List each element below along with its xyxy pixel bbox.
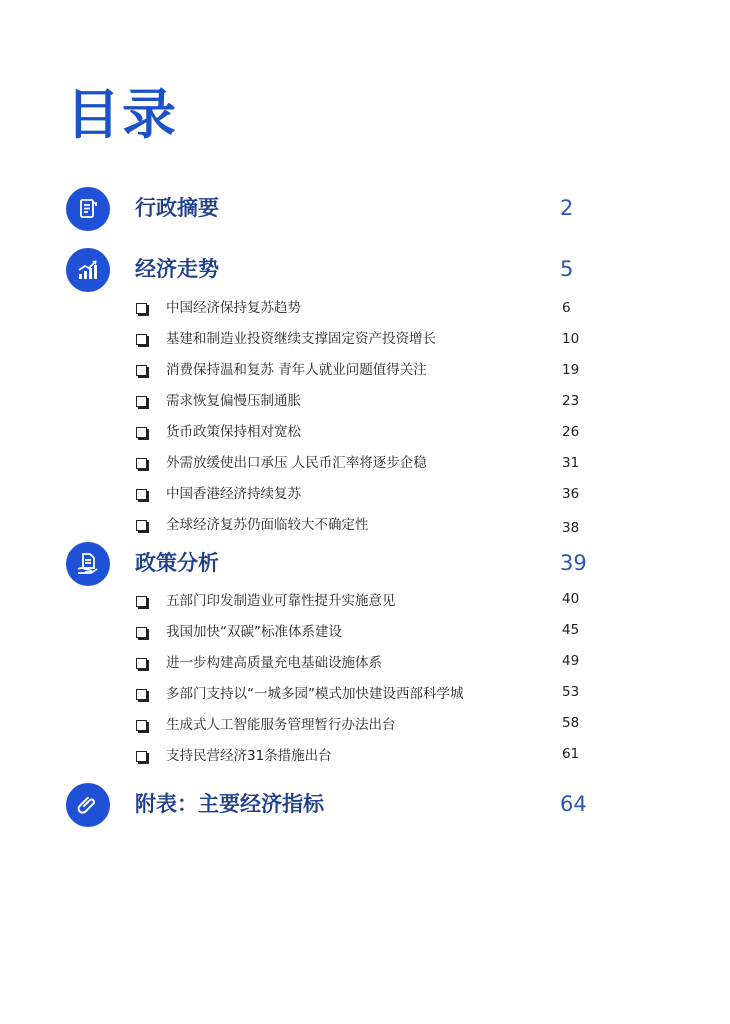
section-page-number: 5 — [560, 257, 574, 281]
toc-item[interactable] — [136, 591, 586, 613]
toc-item-label: 外需放缓使出口承压 人民币汇率将逐步企稳 — [166, 455, 427, 471]
section-page-number: 39 — [560, 551, 587, 575]
bar-chart-icon — [66, 248, 110, 292]
checkbox-bullet-icon — [136, 427, 147, 438]
checkbox-bullet-icon — [136, 458, 147, 469]
checkbox-bullet-icon — [136, 303, 147, 314]
toc-item[interactable] — [136, 360, 586, 382]
toc-item[interactable] — [136, 298, 586, 320]
checkbox-bullet-icon — [136, 596, 147, 607]
toc-item-label: 中国香港经济持续复苏 — [166, 486, 301, 502]
checkbox-bullet-icon — [136, 334, 147, 345]
checkbox-bullet-icon — [136, 658, 147, 669]
toc-item[interactable] — [136, 391, 586, 413]
checkbox-bullet-icon — [136, 627, 147, 638]
toc-item-label: 中国经济保持复苏趋势 — [166, 300, 301, 316]
toc-item-page: 10 — [562, 331, 580, 347]
checkbox-bullet-icon — [136, 720, 147, 731]
toc-item[interactable] — [136, 715, 586, 737]
document-icon — [66, 187, 110, 231]
toc-item-page: 31 — [562, 455, 580, 471]
toc-section-economic-trends[interactable] — [66, 248, 626, 292]
toc-item-page: 61 — [562, 746, 580, 762]
toc-item-page: 26 — [562, 424, 580, 440]
toc-item[interactable] — [136, 453, 586, 475]
toc-item-label: 多部门支持以“一城多园”模式加快建设西部科学城 — [166, 686, 464, 702]
checkbox-bullet-icon — [136, 520, 147, 531]
toc-item-page: 49 — [562, 653, 580, 669]
toc-item-label: 全球经济复苏仍面临较大不确定性 — [166, 517, 369, 533]
paperclip-icon — [66, 783, 110, 827]
section-title: 行政摘要 — [135, 196, 219, 220]
checkbox-bullet-icon — [136, 489, 147, 500]
toc-item-label: 货币政策保持相对宽松 — [166, 424, 301, 440]
policy-document-icon — [66, 542, 110, 586]
toc-item-page: 6 — [562, 300, 571, 316]
toc-item-page: 19 — [562, 362, 580, 378]
section-title: 附表：主要经济指标 — [135, 792, 324, 816]
page-title: 目录 — [66, 83, 178, 146]
toc-item-label: 支持民营经济31条措施出台 — [166, 748, 332, 764]
toc-section-appendix[interactable] — [66, 783, 626, 827]
toc-item-label: 我国加快“双碳”标准体系建设 — [166, 624, 342, 640]
toc-item-label: 生成式人工智能服务管理暂行办法出台 — [166, 717, 396, 733]
checkbox-bullet-icon — [136, 365, 147, 376]
toc-item-page: 38 — [562, 520, 580, 536]
checkbox-bullet-icon — [136, 689, 147, 700]
toc-item-page: 40 — [562, 591, 580, 607]
toc-item[interactable] — [136, 653, 586, 675]
section-page-number: 64 — [560, 792, 587, 816]
toc-item-label: 基建和制造业投资继续支撑固定资产投资增长 — [166, 331, 436, 347]
toc-item[interactable] — [136, 484, 586, 506]
section-page-number: 2 — [560, 196, 574, 220]
toc-item-label: 消费保持温和复苏 青年人就业问题值得关注 — [166, 362, 427, 378]
toc-item-page: 23 — [562, 393, 580, 409]
toc-item[interactable] — [136, 622, 586, 644]
checkbox-bullet-icon — [136, 751, 147, 762]
toc-item-label: 进一步构建高质量充电基础设施体系 — [166, 655, 382, 671]
toc-item-page: 45 — [562, 622, 580, 638]
toc-item[interactable] — [136, 422, 586, 444]
toc-item[interactable] — [136, 684, 586, 706]
toc-item-page: 58 — [562, 715, 580, 731]
toc-item[interactable] — [136, 746, 586, 768]
toc-item-page: 36 — [562, 486, 580, 502]
toc-item[interactable] — [136, 329, 586, 351]
toc-item[interactable] — [136, 515, 586, 537]
section-title: 经济走势 — [135, 257, 219, 281]
toc-section-policy-analysis[interactable] — [66, 542, 626, 586]
checkbox-bullet-icon — [136, 396, 147, 407]
toc-item-page: 53 — [562, 684, 580, 700]
toc-item-label: 五部门印发制造业可靠性提升实施意见 — [166, 593, 396, 609]
section-title: 政策分析 — [135, 551, 219, 575]
toc-section-executive-summary[interactable] — [66, 187, 626, 231]
toc-item-label: 需求恢复偏慢压制通胀 — [166, 393, 301, 409]
